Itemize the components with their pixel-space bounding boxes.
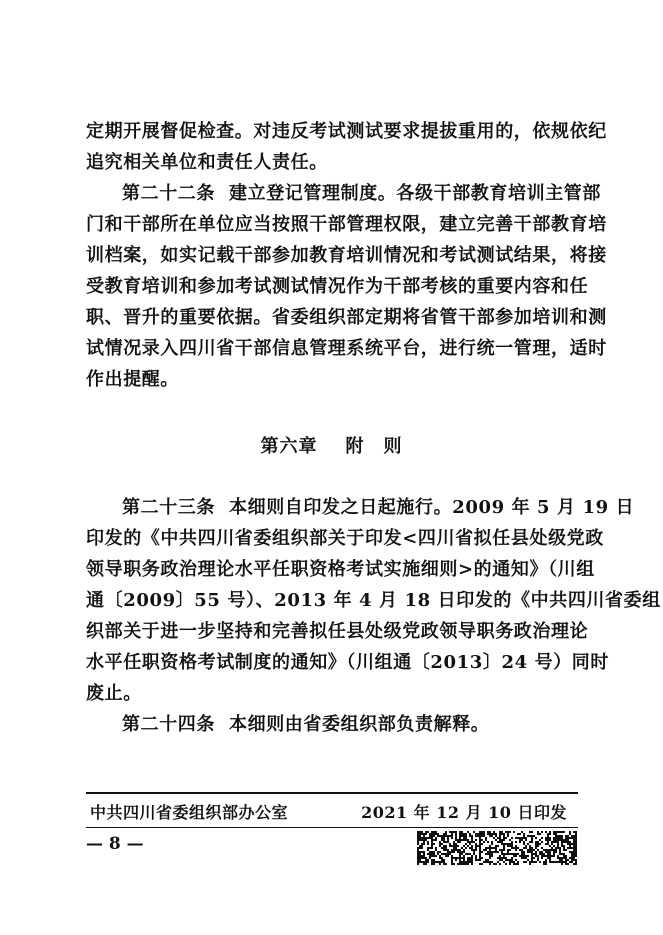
footer-rule-top — [86, 792, 578, 794]
text-line: 通〔2009〕55 号）、2013 年 4 月 18 日印发的《中共四川省委组 — [86, 590, 661, 611]
text-line: 作出提醒。 — [86, 369, 179, 390]
text-line: 门和干部所在单位应当按照干部管理权限，建立完善干部教育培 — [86, 214, 607, 235]
text-line: 印发的《中共四川省委组织部关于印发<四川省拟任县处级党政 — [86, 528, 604, 549]
article-24-label: 第二十四条 — [122, 714, 215, 735]
article-22-label: 第二十二条 — [122, 183, 215, 204]
text-line: 废止。 — [86, 683, 142, 704]
article-22-heading-line — [86, 178, 601, 209]
text-line: 训档案，如实记载干部参加教育培训情况和考试测试结果，将接 — [86, 245, 607, 266]
text-line: 试情况录入四川省干部信息管理系统平台，进行统一管理，适时 — [86, 338, 607, 359]
page-number: — 8 — — [86, 834, 144, 854]
chapter-number: 第六章 — [260, 436, 318, 457]
article-23-text: 本细则自印发之日起施行。2009 年 5 月 19 日 — [229, 497, 635, 518]
footer-rule-bottom — [86, 827, 578, 828]
text-line: 织部关于进一步坚持和完善拟任县处级党政领导职务政治理论 — [86, 621, 589, 642]
text-line: 受教育培训和参加考试测试情况作为干部考核的重要内容和任 — [86, 276, 589, 297]
body-text-block-3 — [86, 709, 578, 740]
issue-date: 2021 年 12 月 10 日印发 — [361, 803, 567, 822]
text-line: 定期开展督促检查。对违反考试测试要求提拔重用的，依规依纪 — [86, 121, 607, 142]
issuer-name: 中共四川省委组织部办公室 — [90, 803, 289, 822]
chapter-heading — [0, 432, 663, 458]
barcode-icon — [417, 831, 577, 865]
article-24-line — [86, 709, 578, 740]
text-line: 追究相关单位和责任人责任。 — [86, 152, 328, 173]
body-text-block-2 — [86, 492, 661, 709]
article-23-label: 第二十三条 — [122, 497, 215, 518]
text-line: 水平任职资格考试制度的通知》（川组通〔2013〕24 号）同时 — [86, 652, 610, 673]
article-22-text: 建立登记管理制度。各级干部教育培训主管部 — [229, 183, 601, 204]
article-24-text: 本细则由省委组织部负责解释。 — [229, 714, 490, 735]
text-line: 职、晋升的重要依据。省委组织部定期将省管干部参加培训和测 — [86, 307, 607, 328]
chapter-name: 附 则 — [345, 436, 403, 457]
body-text-block-1 — [86, 116, 607, 395]
article-23-heading-line — [86, 492, 635, 523]
text-line: 领导职务政治理论水平任职资格考试实施细则>的通知》（川组 — [86, 559, 595, 580]
